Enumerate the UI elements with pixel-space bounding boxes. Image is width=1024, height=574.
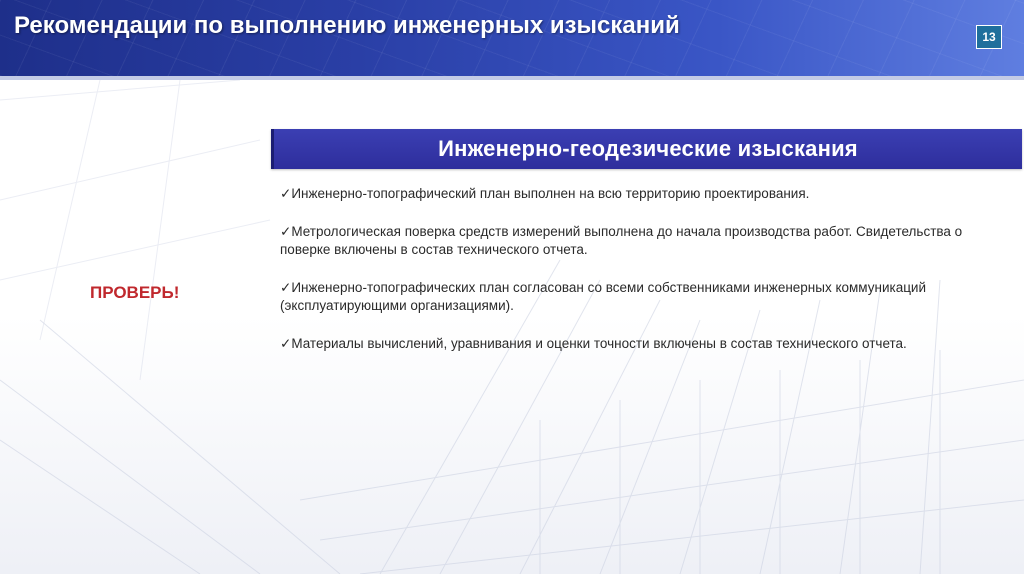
checklist-item-text: Материалы вычислений, уравнивания и оценки точности включены в состав технического отчета. bbox=[291, 336, 907, 351]
check-callout-label: ПРОВЕРЬ! bbox=[90, 283, 180, 302]
section-title: Инженерно-геодезические изыскания bbox=[438, 136, 858, 161]
checklist-item bbox=[280, 335, 1010, 353]
checklist-item bbox=[280, 185, 1010, 203]
slide-number-badge: 13 bbox=[976, 25, 1002, 49]
header-bar bbox=[0, 0, 1024, 80]
checklist bbox=[280, 185, 1010, 373]
checklist-item-text: Инженерно-топографический план выполнен на всю территорию проектирования. bbox=[291, 186, 810, 201]
checklist-item bbox=[280, 223, 1010, 259]
checklist-item-text: Метрологическая поверка средств измерений выполнена до начала производства работ. Свидетельства о поверке включены в состав технического отчета. bbox=[280, 224, 963, 257]
checklist-item bbox=[280, 279, 1010, 315]
checkmark-icon: ✓ bbox=[280, 186, 292, 201]
section-header-box bbox=[271, 129, 1022, 169]
checkmark-icon: ✓ bbox=[280, 336, 292, 351]
checkmark-icon: ✓ bbox=[280, 224, 292, 239]
checkmark-icon: ✓ bbox=[280, 280, 292, 295]
page-title: Рекомендации по выполнению инженерных изысканий bbox=[14, 12, 680, 39]
checklist-item-text: Инженерно-топографических план согласован со всеми собственниками инженерных коммуникаций (эксплуатирующими организациями). bbox=[280, 280, 927, 313]
